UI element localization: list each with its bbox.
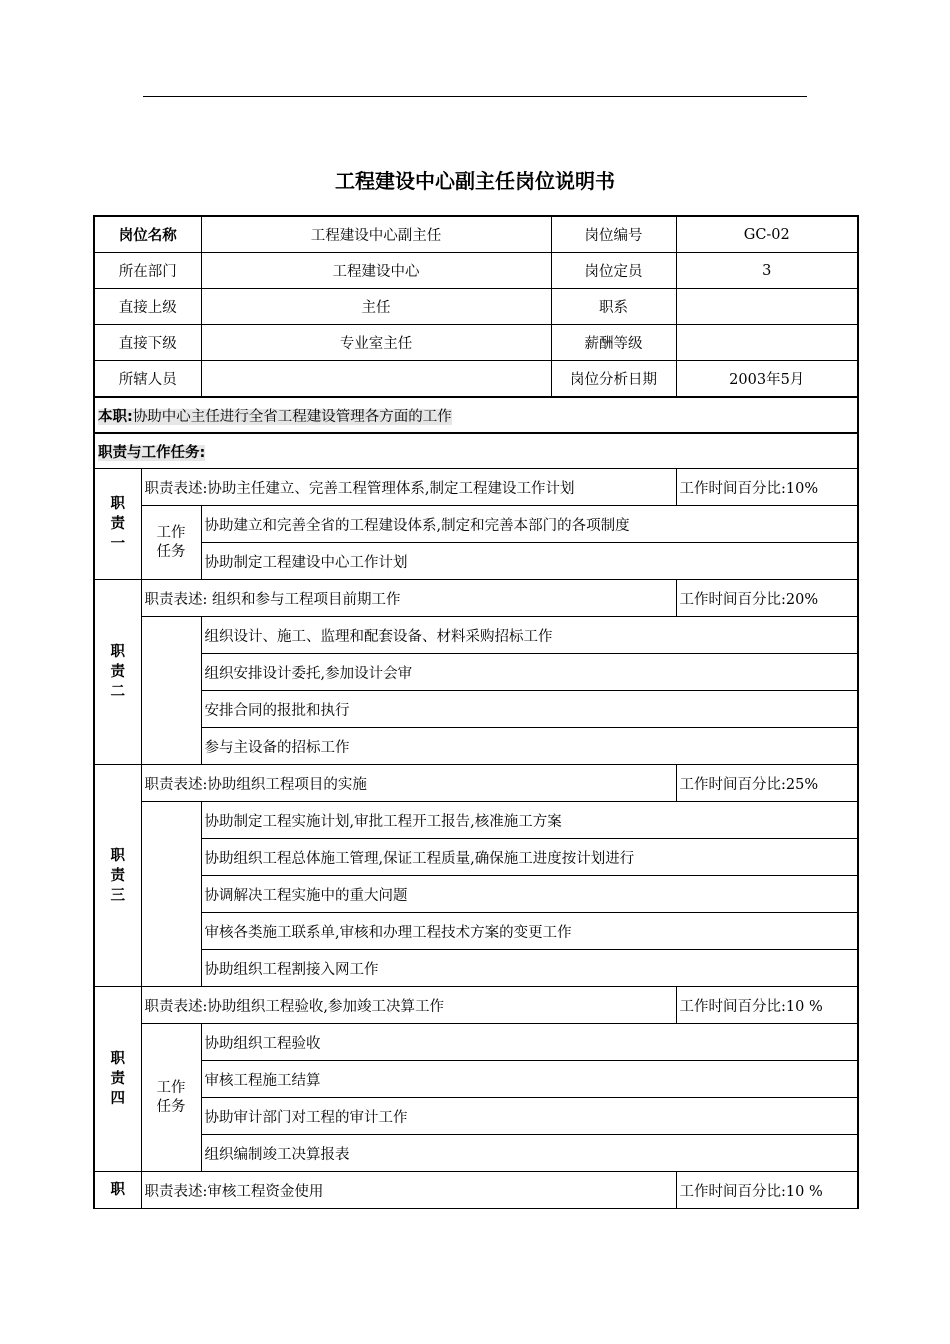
duty-label: 职 责 四	[94, 987, 141, 1172]
task-item: 审核工程施工结算	[201, 1061, 858, 1098]
task-item: 协助组织工程总体施工管理,保证工程质量,确保施工进度按计划进行	[201, 839, 858, 876]
duty-time-percentage: 工作时间百分比:25%	[676, 765, 858, 802]
analysis-date-label: 岗位分析日期	[551, 361, 676, 398]
job-family-value	[676, 289, 858, 325]
department-value: 工程建设中心	[201, 253, 551, 289]
task-item: 审核各类施工联系单,审核和办理工程技术方案的变更工作	[201, 913, 858, 950]
task-item: 协助制定工程实施计划,审批工程开工报告,核准施工方案	[201, 802, 858, 839]
document-title: 工程建设中心副主任岗位说明书	[335, 169, 615, 193]
core-duty-label: 本职:	[98, 408, 133, 425]
duties-table	[93, 468, 859, 1209]
task-item: 协助审计部门对工程的审计工作	[201, 1098, 858, 1135]
job-family-label: 职系	[551, 289, 676, 325]
duty-label: 职 责 二	[94, 580, 141, 765]
task-item: 组织设计、施工、监理和配套设备、材料采购招标工作	[201, 617, 858, 654]
duty-label: 职	[94, 1172, 141, 1209]
job-description-table	[93, 215, 857, 1209]
duties-heading: 职责与工作任务:	[98, 444, 206, 461]
superior-value: 主任	[201, 289, 551, 325]
position-code-value: GC-02	[676, 216, 858, 253]
duty-statement: 职责表述:协助主任建立、完善工程管理体系,制定工程建设工作计划	[141, 469, 676, 506]
task-item: 协调解决工程实施中的重大问题	[201, 876, 858, 913]
staff-value	[201, 361, 551, 398]
duty-statement: 职责表述: 组织和参与工程项目前期工作	[141, 580, 676, 617]
position-name-value: 工程建设中心副主任	[201, 216, 551, 253]
duty-time-percentage: 工作时间百分比:10 %	[676, 987, 858, 1024]
task-item: 协助组织工程割接入网工作	[201, 950, 858, 987]
salary-grade-value	[676, 325, 858, 361]
task-item: 组织编制竣工决算报表	[201, 1135, 858, 1172]
header-rule	[143, 96, 807, 97]
task-item: 组织安排设计委托,参加设计会审	[201, 654, 858, 691]
task-item: 协助组织工程验收	[201, 1024, 858, 1061]
task-item: 协助制定工程建设中心工作计划	[201, 543, 858, 580]
duty-time-percentage: 工作时间百分比:10 %	[676, 1172, 858, 1209]
position-name-label: 岗位名称	[94, 216, 201, 253]
core-duty-row	[94, 397, 858, 433]
task-item: 安排合同的报批和执行	[201, 691, 858, 728]
duties-heading-row	[94, 433, 858, 469]
duty-statement: 职责表述:审核工程资金使用	[141, 1172, 676, 1209]
salary-grade-label: 薪酬等级	[551, 325, 676, 361]
duty-label: 职 责 三	[94, 765, 141, 987]
task-label	[141, 617, 201, 765]
duty-statement: 职责表述:协助组织工程验收,参加竣工决算工作	[141, 987, 676, 1024]
task-label: 工作 任务	[141, 1024, 201, 1172]
task-label	[141, 802, 201, 987]
superior-label: 直接上级	[94, 289, 201, 325]
headcount-label: 岗位定员	[551, 253, 676, 289]
headcount-value: 3	[676, 253, 858, 289]
core-duty-text: 协助中心主任进行全省工程建设管理各方面的工作	[132, 408, 452, 425]
duty-statement: 职责表述:协助组织工程项目的实施	[141, 765, 676, 802]
task-item: 参与主设备的招标工作	[201, 728, 858, 765]
subordinate-value: 专业室主任	[201, 325, 551, 361]
duty-time-percentage: 工作时间百分比:10%	[676, 469, 858, 506]
duty-label: 职 责 一	[94, 469, 141, 580]
staff-label: 所辖人员	[94, 361, 201, 398]
duty-time-percentage: 工作时间百分比:20%	[676, 580, 858, 617]
subordinate-label: 直接下级	[94, 325, 201, 361]
task-item: 协助建立和完善全省的工程建设体系,制定和完善本部门的各项制度	[201, 506, 858, 543]
department-label: 所在部门	[94, 253, 201, 289]
position-code-label: 岗位编号	[551, 216, 676, 253]
analysis-date-value: 2003年5月	[676, 361, 858, 398]
task-label: 工作 任务	[141, 506, 201, 580]
header-table	[93, 215, 859, 469]
